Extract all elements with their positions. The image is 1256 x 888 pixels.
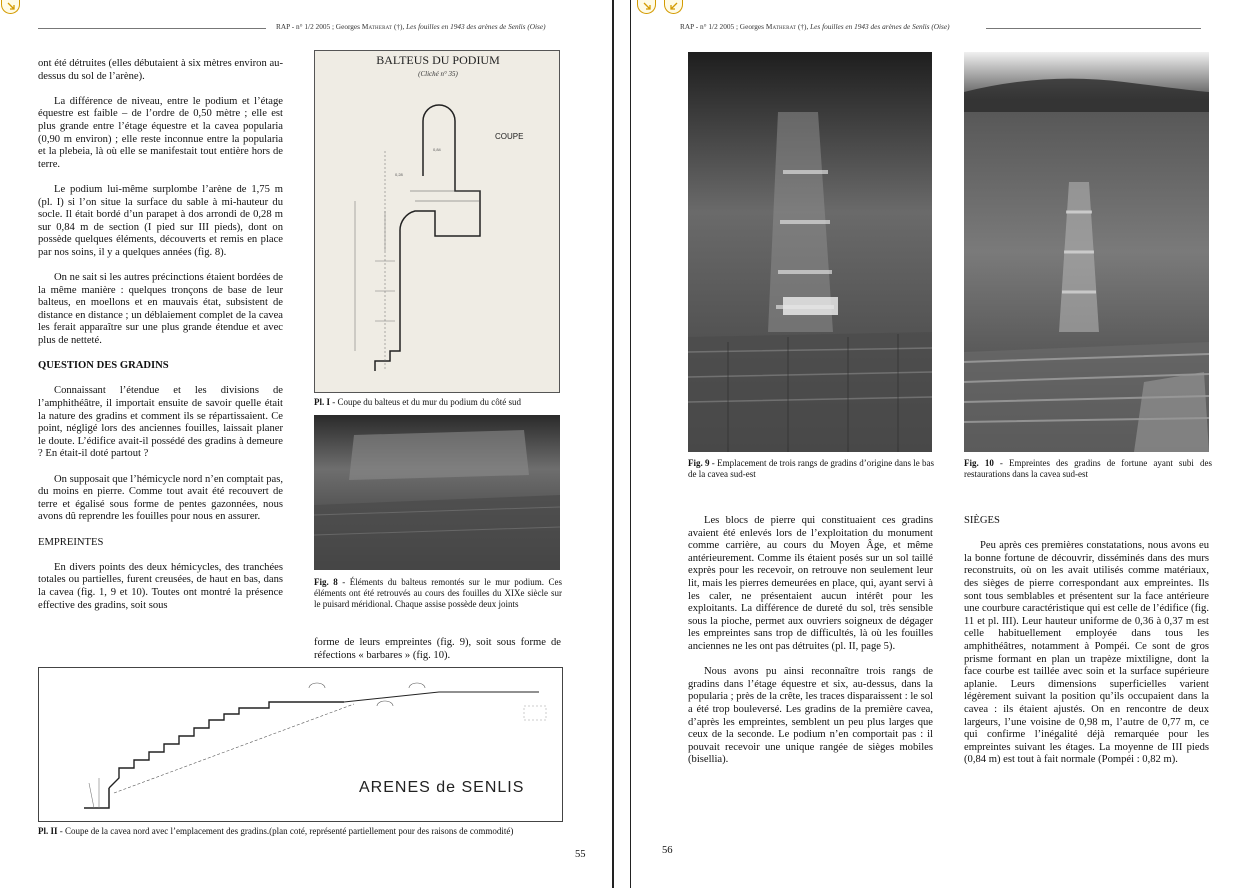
right-column-1 — [688, 515, 933, 779]
plate-2-caption: Pl. II - Coupe de la cavea nord avec l’emplacement des gradins.(plan coté, représenté partiellement pour des raisons de commodité) — [38, 826, 514, 836]
paragraph: ont été détruites (elles débutaient à six mètres environ au-dessus du sol de l’arène). — [38, 58, 283, 82]
paragraph: On supposait que l’hémicycle nord n’en comptait pas, du moins en pierre. Comme tout avait été recouvert de terre et égalisé sous forme de pentes gazonnées, nous avons dû reprendre les fouilles pour nous en assurer. — [38, 473, 283, 523]
page-gutter — [612, 0, 631, 888]
running-header: RAP - n° 1/2 2005 ; Georges Matherat (†), Les fouilles en 1943 des arènes de Senlis (Oise) — [276, 22, 546, 31]
fig-8-caption: Fig. 8 - Éléments du balteus remontés sur le mur podium. Ces éléments ont été retrouvés au cours des fouilles du XIXe siècle sur le puisard méridional. Chaque assise possède deux joints — [314, 577, 563, 609]
section-heading-sieges: SIÈGES — [964, 515, 1000, 526]
left-page — [0, 0, 612, 888]
nav-back-button[interactable] — [664, 0, 683, 14]
arrow-down-right-icon — [642, 2, 652, 11]
nav-next-button[interactable] — [637, 0, 656, 14]
fig-8-photo — [314, 415, 560, 570]
right-column-2 — [964, 515, 1209, 779]
plate-1-title: BALTEUS DU PODIUM — [376, 53, 500, 67]
arrow-down-right-icon — [6, 2, 16, 11]
paragraph: On ne sait si les autres précinctions étaient bordées de la même manière : quelques tronçons de base de leur balteus, en moellons et en mauvais état, subsistent de distance en distance ; un déblaiement complet de la cavea les ferait apparaître sur une plus grande étendue et avec plus de netteté. — [38, 272, 283, 347]
page-number: 55 — [575, 849, 586, 860]
running-header: RAP - n° 1/2 2005 ; Georges Matherat (†), Les fouilles en 1943 des arènes de Senlis (Oise) — [680, 22, 950, 31]
page-divider — [612, 0, 614, 888]
plate-2-drawing-title: ARENES de SENLIS — [359, 779, 525, 796]
right-page — [631, 0, 1256, 888]
svg-text:0,28: 0,28 — [395, 172, 403, 177]
paragraph: En divers points des deux hémicycles, des tranchées totales ou partielles, furent creusées, de haut en bas, dans la cavea (fig. 1, 9 et 10). Toutes ont montré la présence effective des gradins, soit sous — [38, 561, 283, 611]
fig-10-photo — [964, 52, 1209, 452]
arrow-down-left-icon — [669, 2, 679, 11]
left-column-1 — [38, 58, 283, 625]
section-heading-gradins: QUESTION DES GRADINS — [38, 360, 169, 372]
plate-1-caption: Pl. I - Coupe du balteus et du mur du podium du côté sud — [314, 397, 521, 407]
plate-1-subtitle: (Cliché n° 35) — [418, 70, 458, 78]
plate-2-drawing — [38, 667, 563, 822]
fig-10-caption: Fig. 10 - Empreintes des gradins de fortune ayant subi des restaurations dans la cavea sud-est — [964, 458, 1212, 479]
fig-9-caption: Fig. 9 - Emplacement de trois rangs de gradins d’origine dans le bas de la cavea sud-est — [688, 458, 935, 479]
header-rule — [38, 28, 266, 29]
section-heading-empreintes: EMPREINTES — [38, 536, 104, 548]
header-rule — [986, 28, 1201, 29]
fig-9-photo — [688, 52, 932, 452]
paragraph: La différence de niveau, entre le podium et l’étage équestre est faible – de l’ordre de 0,50 mètre ; elle est plus grande entre l’étage équestre et la cavea popularia (0,90 m environ) ; elle reste inconnue entre la popularia et la plebeia, là où elle se manifestait tout entière hors de terre. — [38, 95, 283, 170]
paragraph: Peu après ces premières constatations, nous avons eu la bonne fortune de découvrir, disséminés dans des murs reconstruits, où on les avait utilisés comme matériaux, des sièges de pierre correspondant aux empreintes. Ils sont tous semblables et présentent sur la face antérieure une courbure caractéristique qui est celle de l’édifice (fig. 11 et pl. III). Leur hauteur uniforme de 0,36 à 0,37 m est celle habituellement employée dans tous les amphithéâtres, notamment à Pompéi. Ce sont de gros prisme formant en plan un trapèze mixtiligne, dont la face courbe est taillée avec soin et la surface supérieure aplanie. Leurs dimensions superficielles varient légèrement suivant la position qu’ils occupaient dans la cavea : ils étaient ajustés. On en rencontre de deux largeurs, l’une voisine de 0,98 m, l’autre de 0,77 m, ce qui confirme l’inégalité déjà remarquée pour les empreintes suivant les étages. La moyenne de III pieds (0,84 m) est tout à fait normale (Pompéi : 0,82 m). — [964, 540, 1209, 766]
plate-1-coupe: COUPE — [495, 132, 524, 141]
plate-1-drawing — [314, 50, 560, 393]
svg-text:0,84: 0,84 — [433, 147, 441, 152]
paragraph: Nous avons pu ainsi reconnaître trois rangs de gradins dans l’étage équestre et six, au-dessus, dans la popularia ; près de la crête, les traces disparaissent : le sol a été trop bouleversé. Les gradins de la première cavea, d’après les empreintes, semblent un peu plus larges que ceux de la seconde. Le podium n’en comportait pas : il pouvait recevoir une unique rangée de sièges mobiles (bisellia). — [688, 666, 933, 766]
paragraph: Connaissant l’étendue et les divisions de l’amphithéâtre, il importait ensuite de savoir quelle était la nature des gradins et comment ils se répartissaient. Ce point, négligé lors des anciennes fouilles, laissait planer le doute. L’édifice avait-il possédé des gradins à demeure ? En était-il doté partout ? — [38, 385, 283, 460]
paragraph: Le podium lui-même surplombe l’arène de 1,75 m (pl. I) si l’on situe la surface du sable à mi-hauteur du socle. Il était bordé d’un parapet à dos arrondi de 0,28 m sur 0,84 m de section (I pied sur III pieds), dont on possède quelques éléments, découverts et remis en place par nos soins, il y a quelques années (fig. 8). — [38, 183, 283, 258]
paragraph: Les blocs de pierre qui constituaient ces gradins avaient été enlevés lors de l’exploitation du monument comme carrière, au cours du Moyen Âge, et même antérieurement. Comme ils étaient posés sur un sol taillé exprès pour les recevoir, on retrouve non seulement leur lit, mais les pierres demeurées en place, qui, ayant servi à les caler, ne présentaient aucun intérêt pour les exploitants. La différence de dureté du sol, très sensible sous la pioche, permet aux ouvriers soigneux de dégager les empreintes sans trop de difficultés, là où les fouilles anciennes ne les ont pas détruites (pl. II, page 5). — [688, 515, 933, 652]
nav-prev-button[interactable] — [1, 0, 20, 14]
paragraph: forme de leurs empreintes (fig. 9), soit sous forme de réfections « barbares » (fig. 10). — [314, 637, 561, 661]
page-number: 56 — [662, 845, 673, 856]
